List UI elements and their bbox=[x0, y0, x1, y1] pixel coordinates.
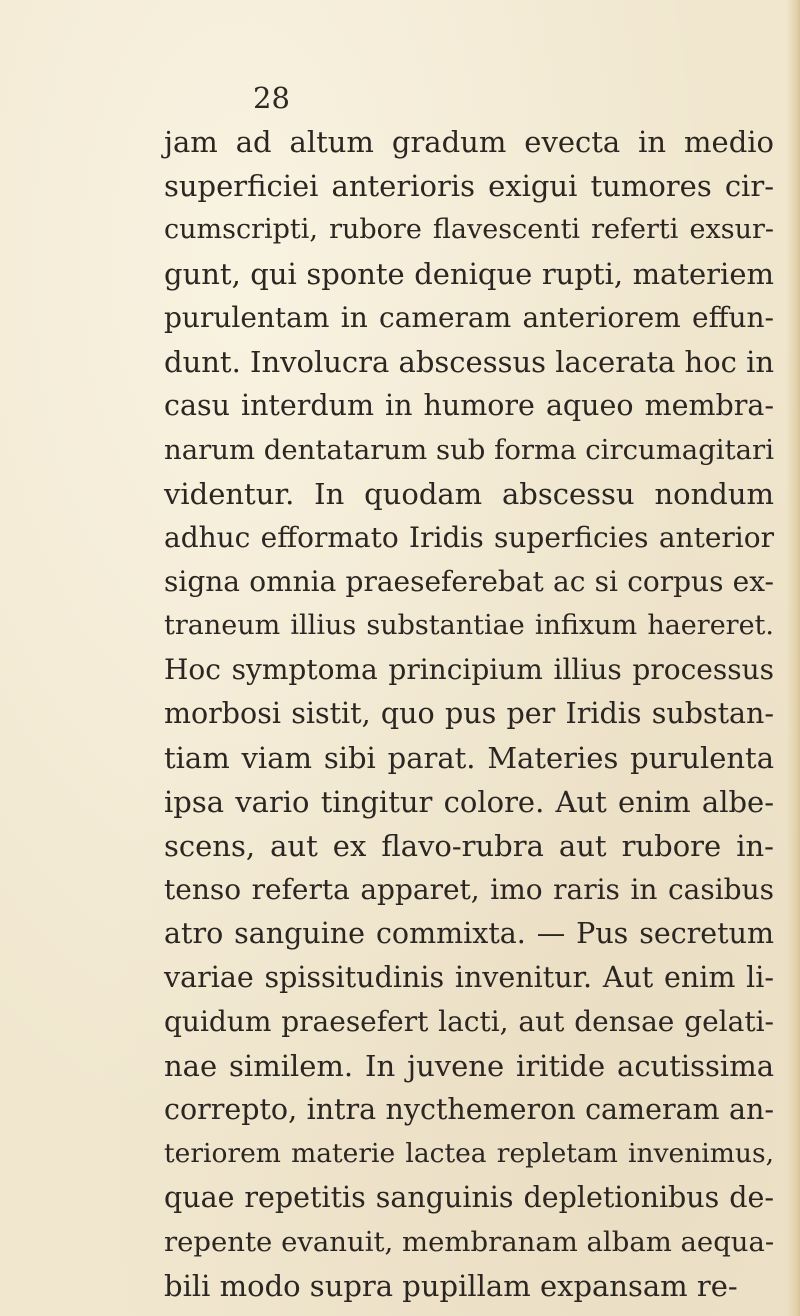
text-line: teriorem materie lactea repletam invenimus, bbox=[164, 1138, 774, 1169]
text-line: nae similem. In juvene iritide acutissima bbox=[164, 1049, 774, 1083]
text-line: tiam viam sibi parat. Materies purulenta bbox=[164, 741, 774, 775]
text-line: repente evanuit, membranam albam aequa- bbox=[164, 1226, 775, 1258]
text-line: traneum illius substantiae infixum haereret. bbox=[164, 610, 774, 641]
text-line: dunt. Involucra abscessus lacerata hoc in bbox=[164, 345, 775, 379]
text-line: morbosi sistit, quo pus per Iridis substan- bbox=[164, 697, 774, 730]
text-line: correpto, intra nycthemeron cameram an- bbox=[164, 1093, 774, 1126]
page-number: 28 bbox=[253, 81, 290, 115]
text-line: quae repetitis sanguinis depletionibus de- bbox=[164, 1181, 774, 1214]
text-line: signa omnia praeseferebat ac si corpus ex- bbox=[164, 565, 774, 598]
text-line: videntur. In quodam abscessu nondum bbox=[164, 477, 774, 511]
text-line: quidum praesefert lacti, aut densae gelati- bbox=[164, 1005, 774, 1038]
text-line: adhuc efformato Iridis superficies anterior bbox=[164, 521, 774, 554]
text-line: Hoc symptoma principium illius processus bbox=[164, 653, 774, 686]
text-line: jam ad altum gradum evecta in medio bbox=[164, 125, 774, 159]
text-line: gunt, qui sponte denique rupti, materiem bbox=[164, 257, 774, 291]
text-line: cumscripti, rubore flavescenti referti exsur- bbox=[164, 214, 774, 245]
text-line: bili modo supra pupillam expansam re- bbox=[164, 1269, 738, 1303]
text-line: atro sanguine commixta. — Pus secretum bbox=[164, 917, 774, 950]
text-line: ipsa vario tingitur colore. Aut enim albe- bbox=[164, 785, 774, 819]
text-line: tenso referta apparet, imo raris in casibus bbox=[164, 873, 774, 906]
text-line: narum dentatarum sub forma circumagitari bbox=[164, 434, 774, 466]
text-line: purulentam in cameram anteriorem effun- bbox=[164, 301, 774, 334]
body-text bbox=[164, 120, 774, 1308]
text-line: variae spissitudinis invenitur. Aut enim li- bbox=[164, 961, 774, 994]
text-line: scens, aut ex flavo-rubra aut rubore in- bbox=[164, 829, 774, 863]
page-edge-shadow bbox=[786, 0, 800, 1316]
text-line: superficiei anterioris exigui tumores cir- bbox=[164, 169, 774, 203]
text-line: casu interdum in humore aqueo membra- bbox=[164, 389, 774, 422]
